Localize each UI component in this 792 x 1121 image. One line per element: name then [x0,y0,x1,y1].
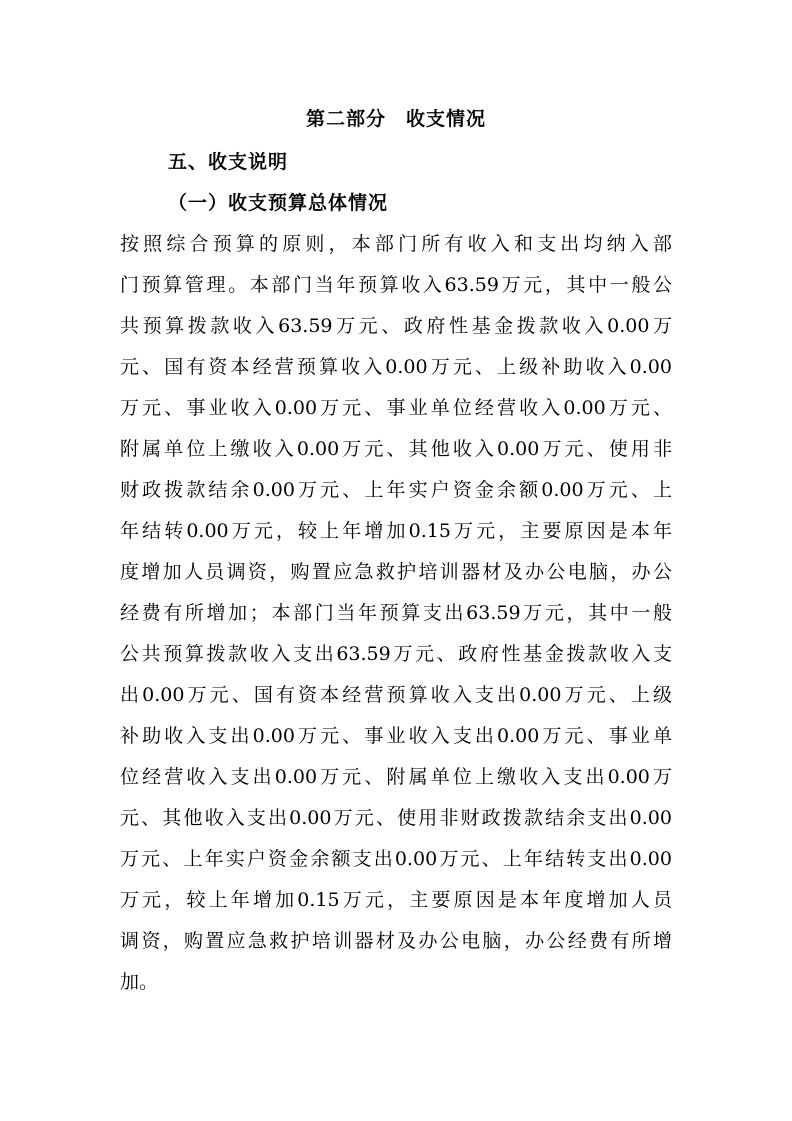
paragraph-line: 门预算管理。本部门当年预算收入63.59万元，其中一般公 [120,274,672,296]
paragraph-line: 公共预算拨款收入支出63.59万元、政府性基金拨款收入支 [120,643,672,665]
subsection-heading: （一）收支预算总体情况 [168,192,389,214]
paragraph-line: 附属单位上缴收入0.00万元、其他收入0.00万元、使用非 [120,438,672,460]
paragraph-line: 调资，购置应急救护培训器材及办公电脑，办公经费有所增 [120,930,672,952]
paragraph-line: 万元、上年实户资金余额支出0.00万元、上年结转支出0.00 [120,848,672,870]
page-title: 第二部分 收支情况 [305,108,486,130]
paragraph-line: 万元，较上年增加0.15万元，主要原因是本年度增加人员 [120,889,672,911]
paragraph-line: 万元、事业收入0.00万元、事业单位经营收入0.00万元、 [120,397,672,419]
paragraph-line: 年结转0.00万元，较上年增加0.15万元，主要原因是本年 [120,520,672,542]
paragraph-line: 经费有所增加；本部门当年预算支出63.59万元，其中一般 [120,602,672,624]
paragraph-line: 补助收入支出0.00万元、事业收入支出0.00万元、事业单 [120,725,672,747]
paragraph-line: 按照综合预算的原则，本部门所有收入和支出均纳入部 [120,233,672,255]
paragraph-line: 元、国有资本经营预算收入0.00万元、上级补助收入0.00 [120,356,672,378]
paragraph-line: 出0.00万元、国有资本经营预算收入支出0.00万元、上级 [120,684,672,706]
paragraph-line: 位经营收入支出0.00万元、附属单位上缴收入支出0.00万 [120,766,672,788]
paragraph-line: 财政拨款结余0.00万元、上年实户资金余额0.00万元、上 [120,479,672,501]
paragraph-line: 共预算拨款收入63.59万元、政府性基金拨款收入0.00万 [120,315,672,337]
paragraph-line: 元、其他收入支出0.00万元、使用非财政拨款结余支出0.00 [120,807,672,829]
paragraph-line: 加。 [120,971,159,993]
paragraph-line: 度增加人员调资，购置应急救护培训器材及办公电脑，办公 [120,561,672,583]
section-heading: 五、收支说明 [168,151,289,173]
